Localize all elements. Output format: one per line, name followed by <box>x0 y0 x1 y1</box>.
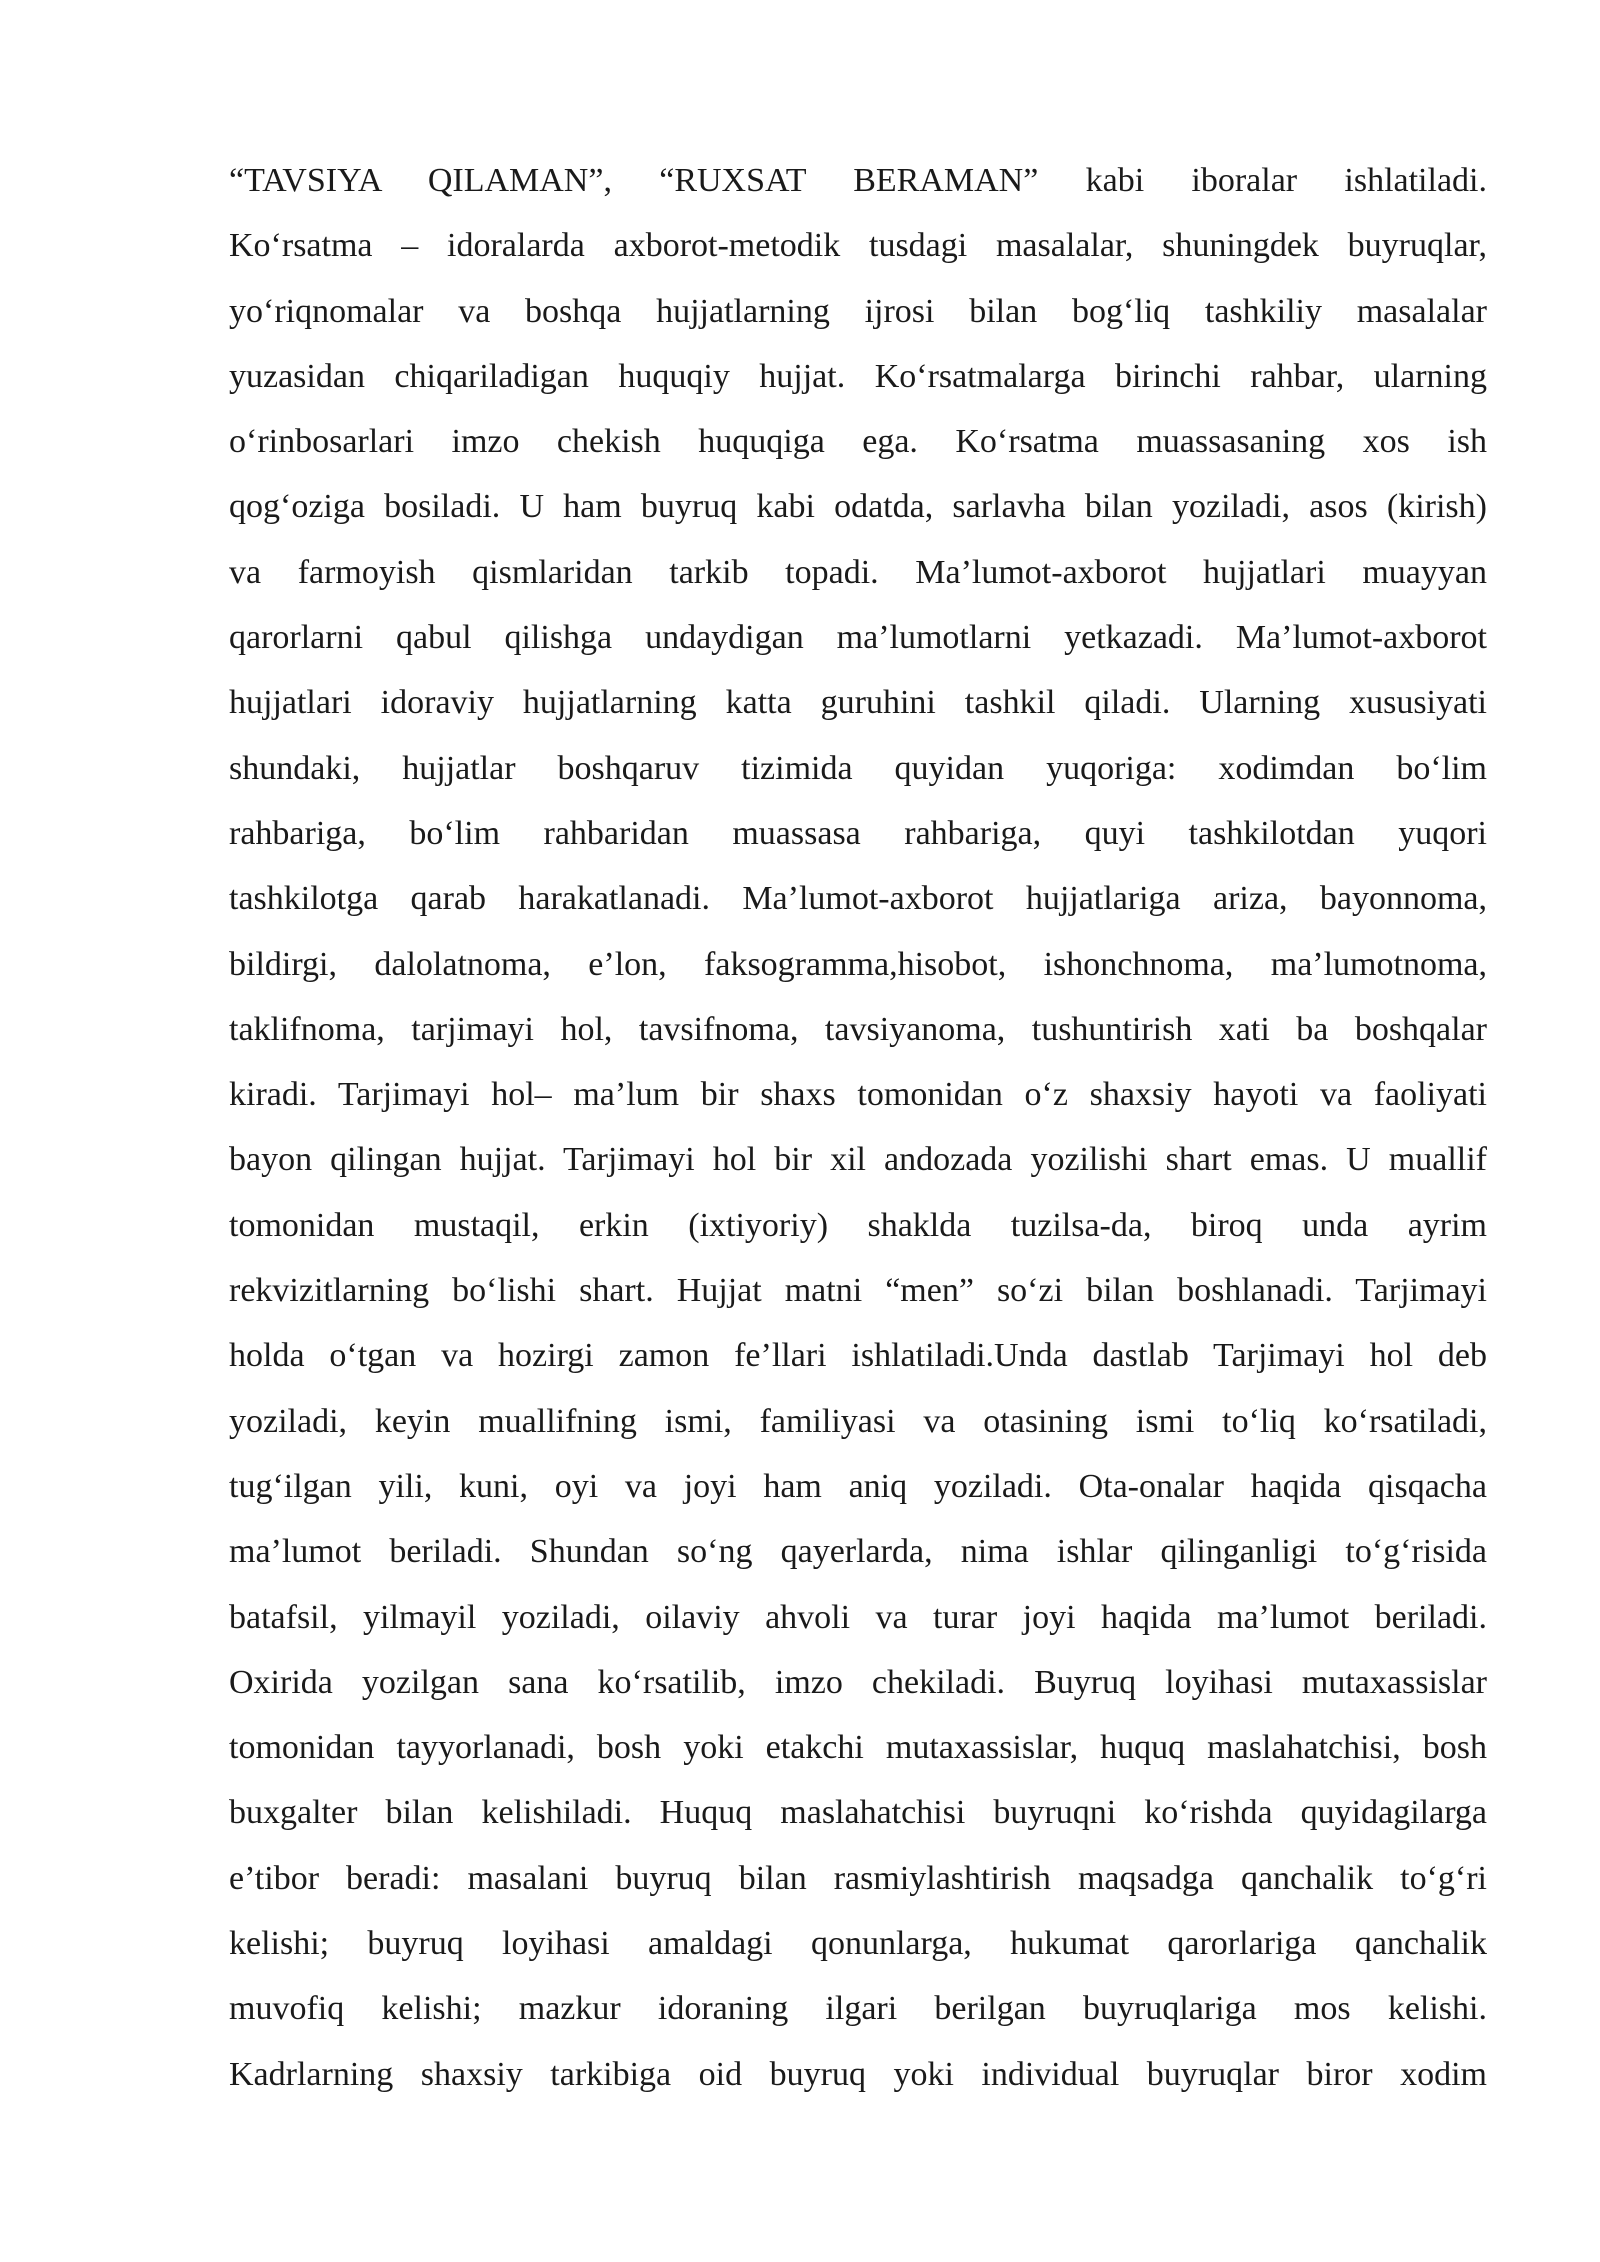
text-line: Ko‘rsatma – idoralarda axborot-metodik tusdagi masalalar, shuningdek buyruqlar, <box>229 227 1487 265</box>
text-line: tashkilotga qarab harakatlanadi. Ma’lumot-axborot hujjatlariga ariza, bayonnoma, <box>229 880 1487 918</box>
text-line: shundaki, hujjatlar boshqaruv tizimida quyidan yuqoriga: xodimdan bo‘lim <box>229 749 1487 787</box>
text-line: tomonidan mustaqil, erkin (ixtiyoriy) shaklda tuzilsa-da, biroq unda ayrim <box>229 1206 1487 1244</box>
text-line: buxgalter bilan kelishiladi. Huquq maslahatchisi buyruqni ko‘rishda quyidagilarga <box>229 1794 1487 1832</box>
text-line: taklifnoma, tarjimayi hol, tavsifnoma, tavsiyanoma, tushuntirish xati ba boshqalar <box>229 1010 1487 1048</box>
text-line: batafsil, yilmayil yoziladi, oilaviy ahvoli va turar joyi haqida ma’lumot beriladi. <box>229 1598 1487 1636</box>
text-line: e’tibor beradi: masalani buyruq bilan rasmiylashtirish maqsadga qanchalik to‘g‘ri <box>229 1859 1487 1897</box>
text-line: va farmoyish qismlaridan tarkib topadi. Ma’lumot-axborot hujjatlari muayyan <box>229 553 1487 591</box>
text-line: yo‘riqnomalar va boshqa hujjatlarning ijrosi bilan bog‘liq tashkiliy masalalar <box>229 292 1487 330</box>
text-line: kelishi; buyruq loyihasi amaldagi qonunlarga, hukumat qarorlariga qanchalik <box>229 1925 1487 1963</box>
text-line: qog‘oziga bosiladi. U ham buyruq kabi odatda, sarlavha bilan yoziladi, asos (kirish) <box>229 488 1487 526</box>
text-line: kiradi. Tarjimayi hol– ma’lum bir shaxs tomonidan o‘z shaxsiy hayoti va faoliyati <box>229 1076 1487 1114</box>
text-line: holda o‘tgan va hozirgi zamon fe’llari ishlatiladi.Unda dastlab Tarjimayi hol deb <box>229 1337 1487 1375</box>
text-line: rekvizitlarning bo‘lishi shart. Hujjat matni “men” so‘zi bilan boshlanadi. Tarjimayi <box>229 1272 1487 1310</box>
text-line: Kadrlarning shaxsiy tarkibiga oid buyruq yoki individual buyruqlar biror xodim <box>229 2055 1487 2093</box>
text-line: “TAVSIYA QILAMAN”, “RUXSAT BERAMAN” kabi iboralar ishlatiladi. <box>229 162 1487 199</box>
body-text <box>229 148 1487 2107</box>
text-line: muvofiq kelishi; mazkur idoraning ilgari berilgan buyruqlariga mos kelishi. <box>229 1990 1487 2028</box>
text-line: yuzasidan chiqariladigan huquqiy hujjat. Ko‘rsatmalarga birinchi rahbar, ularning <box>229 357 1487 395</box>
text-line: hujjatlari idoraviy hujjatlarning katta guruhini tashkil qiladi. Ularning xususiyati <box>229 684 1487 722</box>
text-line: Oxirida yozilgan sana ko‘rsatilib, imzo chekiladi. Buyruq loyihasi mutaxassislar <box>229 1663 1487 1701</box>
text-line: tug‘ilgan yili, kuni, oyi va joyi ham aniq yoziladi. Ota-onalar haqida qisqacha <box>229 1467 1487 1505</box>
text-line: tomonidan tayyorlanadi, bosh yoki etakchi mutaxassislar, huquq maslahatchisi, bosh <box>229 1729 1487 1767</box>
text-line: o‘rinbosarlari imzo chekish huquqiga ega. Ko‘rsatma muassasaning xos ish <box>229 423 1487 461</box>
text-line: ma’lumot beriladi. Shundan so‘ng qayerlarda, nima ishlar qilinganligi to‘g‘risida <box>229 1533 1487 1571</box>
text-line: bayon qilingan hujjat. Tarjimayi hol bir xil andozada yozilishi shart emas. U muallif <box>229 1141 1487 1179</box>
text-line: qarorlarni qabul qilishga undaydigan ma’lumotlarni yetkazadi. Ma’lumot-axborot <box>229 619 1487 657</box>
text-line: bildirgi, dalolatnoma, e’lon, faksogramma,hisobot, ishonchnoma, ma’lumotnoma, <box>229 945 1487 983</box>
text-line: yoziladi, keyin muallifning ismi, familiyasi va otasining ismi to‘liq ko‘rsatiladi, <box>229 1402 1487 1440</box>
text-line: rahbariga, bo‘lim rahbaridan muassasa rahbariga, quyi tashkilotdan yuqori <box>229 814 1487 852</box>
